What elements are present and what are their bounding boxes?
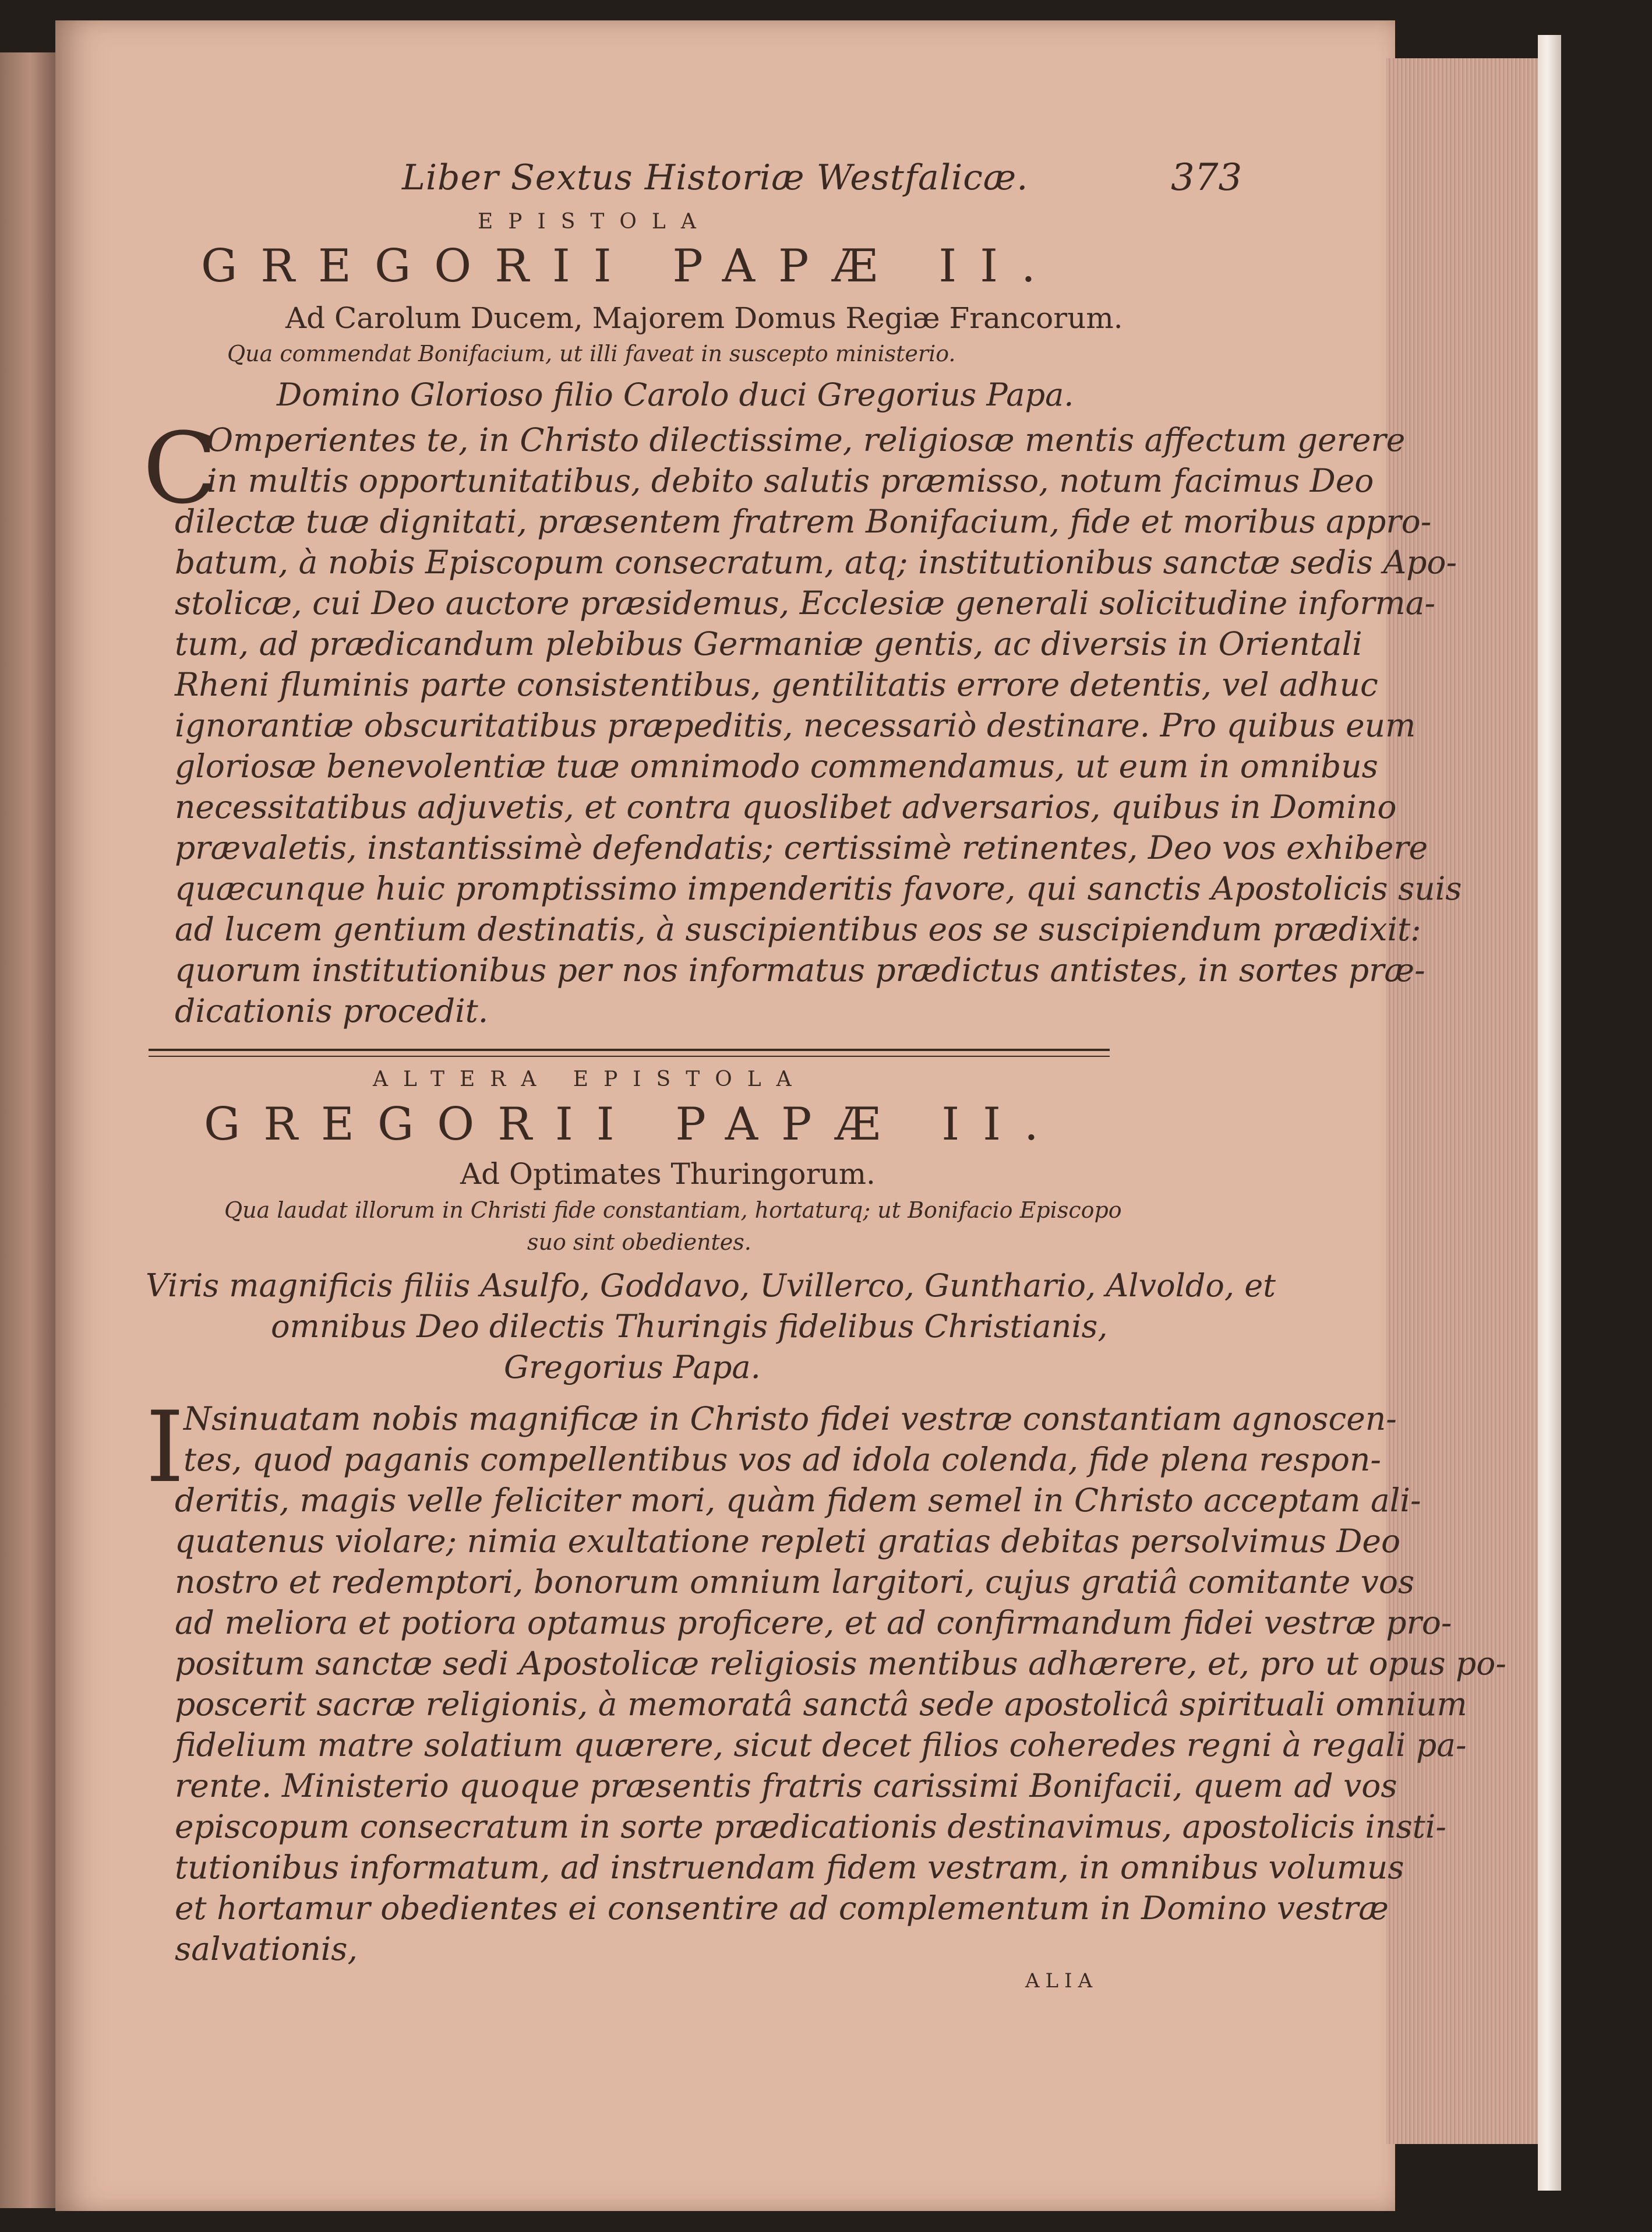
- letter1-line: ignorantiæ obscuritatibus præpeditis, necessariò destinare. Pro quibus eum: [175, 707, 1416, 744]
- letter1-line: stolicæ, cui Deo auctore præsidemus, Ecclesiæ generali solicitudine informa-: [175, 584, 1436, 622]
- letter1-line: quorum institutionibus per nos informatus prædictus antistes, in sortes præ-: [175, 951, 1425, 989]
- letter2-line: poscerit sacræ religionis, à memoratâ sanctâ sede apostolicâ spirituali omnium: [175, 1686, 1467, 1723]
- letter2-line: positum sanctæ sedi Apostolicæ religiosis mentibus adhærere, et, pro ut opus po-: [175, 1645, 1506, 1682]
- letter1-line: Rheni fluminis parte consistentibus, gentilitatis errore detentis, vel adhuc: [175, 666, 1378, 703]
- letter2-label: ALTERA EPISTOLA: [373, 1067, 807, 1091]
- letter2-addressee: Ad Optimates Thuringorum.: [460, 1157, 876, 1191]
- letter2-salutation-1: Viris magnificis filiis Asulfo, Goddavo, Uvillerco, Gunthario, Alvoldo, et: [146, 1267, 1276, 1304]
- page-number: 373: [1171, 156, 1242, 199]
- letter2-line: fidelium matre solatium quærere, sicut decet filios coheredes regni à regali pa-: [175, 1726, 1467, 1764]
- letter2-line: rente. Ministerio quoque præsentis fratris carissimi Bonifacii, quem ad vos: [175, 1767, 1397, 1804]
- letter1-line: batum, à nobis Episcopum consecratum, atq; institutionibus sanctæ sedis Apo-: [175, 544, 1457, 581]
- letter1-label: EPISTOLA: [478, 210, 711, 234]
- catchword: ALIA: [1025, 1969, 1099, 1993]
- letter1-addressee: Ad Carolum Ducem, Majorem Domus Regiæ Francorum.: [285, 301, 1123, 335]
- running-head: Liber Sextus Historiæ Westfalicæ.: [402, 157, 1029, 198]
- letter1-title: GREGORII PAPÆ II.: [201, 240, 1059, 292]
- letter1-line: dicationis procedit.: [175, 992, 489, 1029]
- letter1-line: in multis opportunitatibus, debito salutis præmisso, notum facimus Deo: [207, 462, 1374, 499]
- letter1-line: necessitatibus adjuvetis, et contra quoslibet adversarios, quibus in Domino: [175, 788, 1397, 826]
- letter2-line: deritis, magis velle feliciter mori, quàm fidem semel in Christo acceptam ali-: [175, 1482, 1421, 1519]
- letter1-line: gloriosæ benevolentiæ tuæ omnimodo commendamus, ut eum in omnibus: [175, 747, 1378, 785]
- letter2-line: et hortamur obedientes ei consentire ad complementum in Domino vestræ: [175, 1889, 1389, 1927]
- letter1-line: prævaletis, instantissimè defendatis; certissimè retinentes, Deo vos exhibere: [175, 829, 1428, 866]
- letter1-line: ad lucem gentium destinatis, à suscipientibus eos se suscipiendum prædixit:: [175, 911, 1421, 948]
- letter2-line: quatenus violare; nimia exultatione repleti gratias debitas persolvimus Deo: [175, 1522, 1401, 1560]
- letter2-line: salvationis,: [175, 1930, 358, 1967]
- letter2-line: episcopum consecratum in sorte prædicationis destinavimus, apostolicis insti-: [175, 1808, 1446, 1845]
- separator-rule: [149, 1049, 1110, 1051]
- letter2-line: Nsinuatam nobis magnificæ in Christo fidei vestræ constantiam agnoscen-: [183, 1400, 1397, 1437]
- letter2-line: tutionibus informatum, ad instruendam fidem vestram, in omnibus volumus: [175, 1849, 1404, 1886]
- letter1-line: dilectæ tuæ dignitati, præsentem fratrem Bonifacium, fide et moribus appro-: [175, 503, 1432, 540]
- separator-rule: [149, 1056, 1110, 1057]
- letter2-line: nostro et redemptori, bonorum omnium largitori, cujus gratiâ comitante vos: [175, 1563, 1415, 1600]
- letter1-summary: Qua commendat Bonifacium, ut illi faveat in suscepto ministerio.: [227, 341, 956, 366]
- letter1-line: tum, ad prædicandum plebibus Germaniæ gentis, ac diversis in Orientali: [175, 625, 1362, 662]
- letter1-line: Omperientes te, in Christo dilectissime, religiosæ mentis affectum gerere: [207, 421, 1406, 459]
- letter2-title: GREGORII PAPÆ II.: [204, 1098, 1062, 1151]
- letter2-line: ad meliora et potiora optamus proficere, et ad confirmandum fidei vestræ pro-: [175, 1604, 1452, 1641]
- letter2-salutation-3: Gregorius Papa.: [504, 1349, 761, 1385]
- letter1-drop-cap: C: [143, 411, 218, 526]
- letter1-line: quæcunque huic promptissimo impenderitis favore, qui sanctis Apostolicis suis: [175, 870, 1462, 907]
- letter1-salutation: Domino Glorioso filio Carolo duci Gregorius Papa.: [277, 376, 1074, 413]
- letter2-line: tes, quod paganis compellentibus vos ad idola colenda, fide plena respon-: [183, 1441, 1381, 1478]
- letter2-summary-1: Qua laudat illorum in Christi fide constantiam, hortaturq; ut Bonifacio Episcopo: [224, 1197, 1122, 1223]
- letter2-drop-cap: I: [146, 1390, 185, 1504]
- letter2-summary-2: suo sint obedientes.: [527, 1229, 751, 1255]
- letter2-salutation-2: omnibus Deo dilectis Thuringis fidelibus Christianis,: [271, 1308, 1108, 1345]
